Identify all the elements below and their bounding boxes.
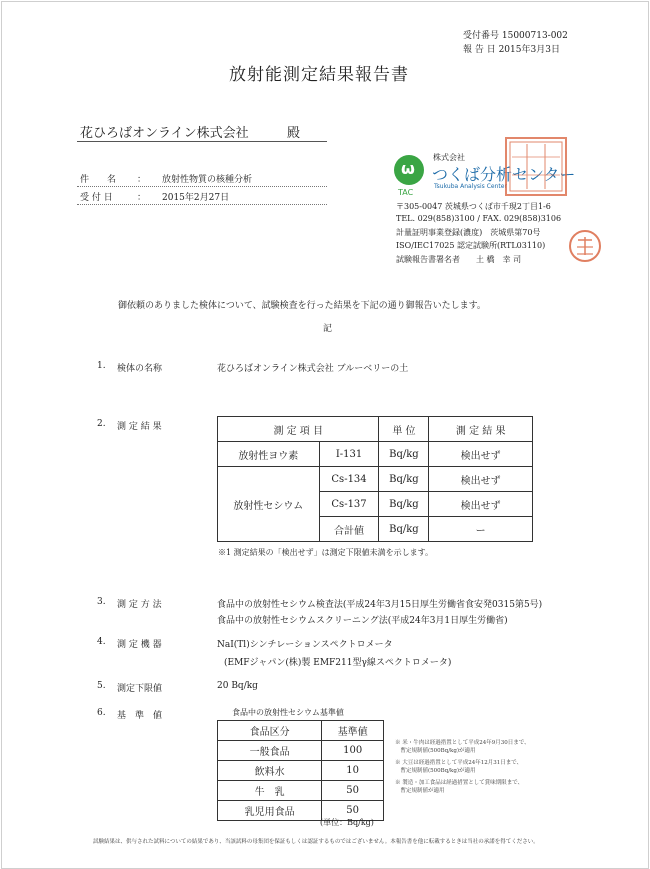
instrument-line-1: NaI(Tl)シンチレーションスペクトロメータ [217,640,393,650]
received-value: 2015年2月27日 [162,193,230,203]
table-row [218,761,384,781]
subject-label: 件 名 [80,175,117,185]
cs134-result: 検出せず [429,467,533,492]
item5-label: 測定下限値 [117,684,163,694]
item4-number: 4. [97,637,106,647]
client-name: 花ひろばオンライン株式会社 [80,126,249,141]
cesium-name: 放射性セシウム [218,467,320,542]
seal-pattern-icon [507,139,565,194]
sample-name: 花ひろばオンライン株式会社 ブルーベリーの土 [217,364,409,374]
cs137-unit: Bq/kg [379,492,429,517]
report-title: 放射能測定結果報告書 [229,65,409,85]
cs134-nuclide: Cs-134 [319,467,379,492]
category-cell: 一般食品 [218,741,322,761]
receipt-number: 受付番号 15000713-002 [463,31,568,41]
company-cert-1: 計量証明事業登録(濃度) 茨城県第70号 [396,228,541,237]
cs134-unit: Bq/kg [379,467,429,492]
cs137-nuclide: Cs-137 [319,492,379,517]
cs137-result: 検出せず [429,492,533,517]
signer-seal-icon [571,232,599,260]
company-seal-stamp [505,137,567,196]
table-row [218,741,384,761]
item1-label: 検体の名称 [117,364,163,374]
report-signer: 試験報告書署名者 土 橋 幸 司 [396,255,522,264]
item6-number: 6. [97,708,106,718]
footer-disclaimer: 試験結果は、供与された試料についての結果であり、当該試料の母集団を保証もしくは認証するものではございません。本報告書を他に転載するときは当社の承諾を得てください。 [93,839,539,845]
instrument-line-2: (EMFジャパン(株)製 EMF211型γ線スペクトロメータ) [224,658,452,668]
standard-note-2: 暫定規制値(500Bq/kg)が適用 [395,748,476,754]
standard-note-1: ※ 米・牛肉は経過措置として平成24年9月30日まで、 [395,740,530,746]
result-table-header [218,417,533,442]
intro-text: 御依頼のありました検体について、試験検査を行った結果を下記の通り御報告いたします。 [118,301,486,311]
category-cell: 牛 乳 [218,781,322,801]
total-unit: Bq/kg [379,517,429,542]
standard-note-3: ※ 大豆は経過措置として平成24年12月31日まで、 [395,760,523,766]
received-underline [77,204,327,205]
client-honorific: 殿 [287,126,301,141]
header-category: 食品区分 [218,721,322,741]
signer-seal-stamp [569,230,601,262]
method-line-1: 食品中の放射性セシウム検査法(平成24年3月15日厚生労働省食安発0315第5号) [217,600,543,610]
company-name-en: Tsukuba Analysis Center [434,183,507,190]
total-nuclide: 合計値 [319,517,379,542]
ki-heading: 記 [323,324,333,334]
company-tel-fax: TEL. 029(858)3100 / FAX. 029(858)3106 [396,214,562,223]
subject-colon: ： [137,175,147,185]
received-colon: ： [137,193,147,203]
client-underline [77,141,327,142]
iodine-unit: Bq/kg [379,442,429,467]
result-table [217,416,533,542]
company-prefix: 株式会社 [433,153,465,162]
standard-caption: 食品中の放射性セシウム基準値 [232,708,344,717]
company-address: 〒305-0047 茨城県つくば市千現2丁目1-6 [396,202,551,211]
category-cell: 飲料水 [218,761,322,781]
header-unit: 単 位 [379,417,429,442]
logo-small-text: TAC [398,188,414,197]
header-item: 測 定 項 目 [218,417,379,442]
value-cell: 100 [322,741,384,761]
item5-number: 5. [97,681,106,691]
item6-label: 基 準 値 [117,711,163,721]
item4-label: 測 定 機 器 [117,640,162,650]
item2-label: 測 定 結 果 [117,422,162,432]
iodine-nuclide: I-131 [319,442,379,467]
category-cell: 乳児用食品 [218,801,322,821]
table-row [218,467,533,492]
standard-note-4: 暫定規制値(500Bq/kg)が適用 [395,768,476,774]
item2-number: 2. [97,419,106,429]
report-date: 報 告 日 2015年3月3日 [463,45,560,55]
value-cell: 10 [322,761,384,781]
subject-underline [77,186,327,187]
company-name: つくば分析センター [432,165,576,184]
item1-number: 1. [97,361,106,371]
item3-label: 測 定 方 法 [117,600,162,610]
standard-table [217,720,384,821]
standard-unit: (単位：Bq/kg) [320,818,374,827]
result-note: ※1 測定結果の「検出せず」は測定下限値未満を示します。 [218,548,433,557]
header-value: 基準値 [322,721,384,741]
standard-table-header [218,721,384,741]
detection-limit: 20 Bq/kg [217,681,258,691]
table-row [218,781,384,801]
method-line-2: 食品中の放射性セシウムスクリーニング法(平成24年3月1日厚生労働省) [217,616,508,626]
company-logo-icon: ω [394,155,424,185]
iodine-result: 検出せず [429,442,533,467]
company-cert-2: ISO/IEC17025 認定試験所(RTL03110) [396,241,546,250]
total-result: ー [429,517,533,542]
iodine-name: 放射性ヨウ素 [218,442,320,467]
received-label: 受 付 日 [80,193,113,203]
standard-note-6: 暫定規制値が適用 [395,788,445,794]
subject-value: 放射性物質の核種分析 [162,175,253,185]
table-row [218,442,533,467]
value-cell: 50 [322,801,384,821]
value-cell: 50 [322,781,384,801]
header-result: 測 定 結 果 [429,417,533,442]
item3-number: 3. [97,597,106,607]
standard-note-5: ※ 製造・加工食品は経過措置として賞味期限まで、 [395,780,524,786]
